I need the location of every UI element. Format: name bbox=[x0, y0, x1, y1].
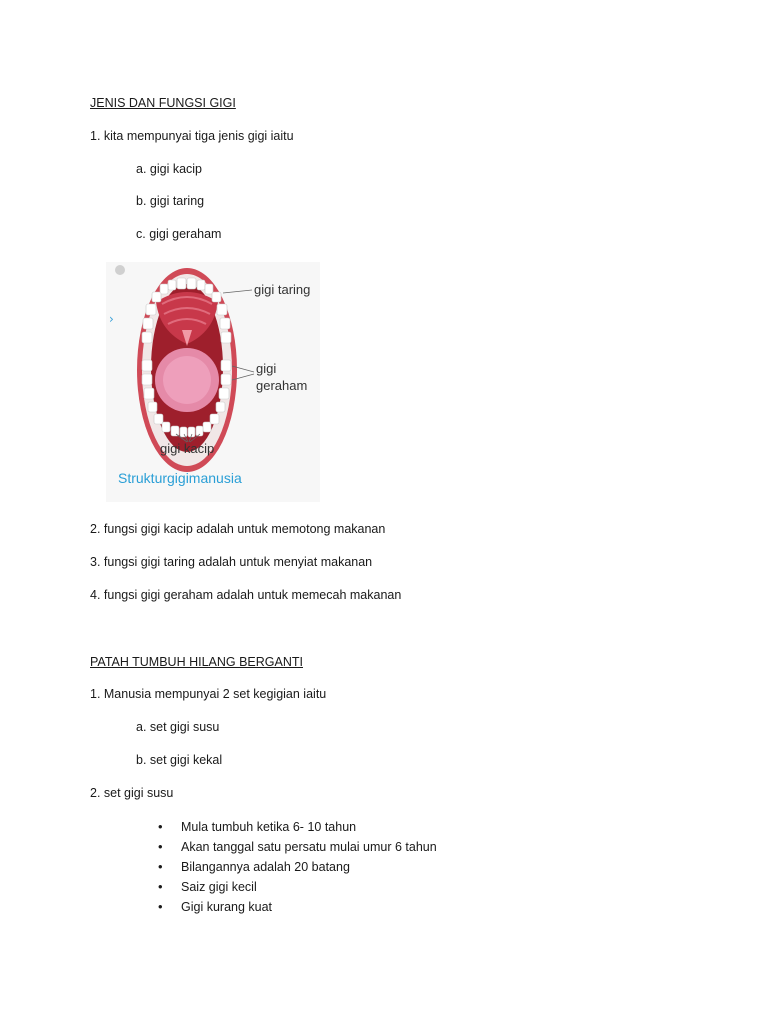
bullet-dot-icon: • bbox=[158, 879, 163, 894]
list-item-2: 2. fungsi gigi kacip adalah untuk memotong makanan bbox=[90, 522, 386, 536]
bullet-item bbox=[158, 837, 437, 857]
list-item-4: 4. fungsi gigi geraham adalah untuk memecah makanan bbox=[90, 588, 402, 602]
bullet-dot-icon: • bbox=[158, 899, 163, 914]
sub-item-c: c. gigi geraham bbox=[136, 227, 222, 241]
bullet-item bbox=[158, 857, 437, 877]
label-gigi-geraham-line2: geraham bbox=[256, 378, 308, 393]
label-gigi-geraham-line1: gigi bbox=[256, 361, 277, 376]
bullet-dot-icon: • bbox=[158, 859, 163, 874]
sub-item-b: b. gigi taring bbox=[136, 194, 205, 208]
bullet-text: Akan tanggal satu persatu mulai umur 6 tahun bbox=[181, 840, 437, 854]
bullet-list-gigi-susu bbox=[158, 817, 437, 917]
section2-sub-item-b: b. set gigi kekal bbox=[136, 753, 223, 767]
section2-list-item-2: 2. set gigi susu bbox=[90, 786, 174, 800]
bullet-dot-icon: • bbox=[158, 819, 163, 834]
bullet-item bbox=[158, 877, 437, 897]
list-item-3: 3. fungsi gigi taring adalah untuk menyiat makanan bbox=[90, 555, 373, 569]
bullet-item bbox=[158, 897, 437, 917]
section2-list-item-1: 1. Manusia mempunyai 2 set kegigian iaitu bbox=[90, 687, 327, 701]
label-gigi-taring: gigi taring bbox=[254, 282, 311, 297]
section-heading-jenis-fungsi-gigi: JENIS DAN FUNGSI GIGI bbox=[90, 96, 236, 110]
bullet-text: Bilangannya adalah 20 batang bbox=[181, 860, 350, 874]
section-heading-patah-tumbuh: PATAH TUMBUH HILANG BERGANTI bbox=[90, 655, 303, 669]
bullet-item bbox=[158, 817, 437, 837]
label-gigi-kacip: gigi kacip bbox=[160, 441, 215, 456]
bullet-dot-icon: • bbox=[158, 839, 163, 854]
list-item-1: 1. kita mempunyai tiga jenis gigi iaitu bbox=[90, 129, 294, 143]
chevron-right-icon: › bbox=[109, 312, 114, 326]
bullet-text: Gigi kurang kuat bbox=[181, 900, 273, 914]
sub-item-a: a. gigi kacip bbox=[136, 162, 203, 176]
bullet-text: Saiz gigi kecil bbox=[181, 880, 257, 894]
bullet-text: Mula tumbuh ketika 6- 10 tahun bbox=[181, 820, 357, 834]
close-circle-icon bbox=[115, 265, 125, 275]
section2-sub-item-a: a. set gigi susu bbox=[136, 720, 220, 734]
figure-caption: Strukturgigimanusia bbox=[118, 470, 242, 486]
mouth-diagram bbox=[106, 262, 320, 502]
teeth-structure-figure bbox=[106, 262, 320, 502]
